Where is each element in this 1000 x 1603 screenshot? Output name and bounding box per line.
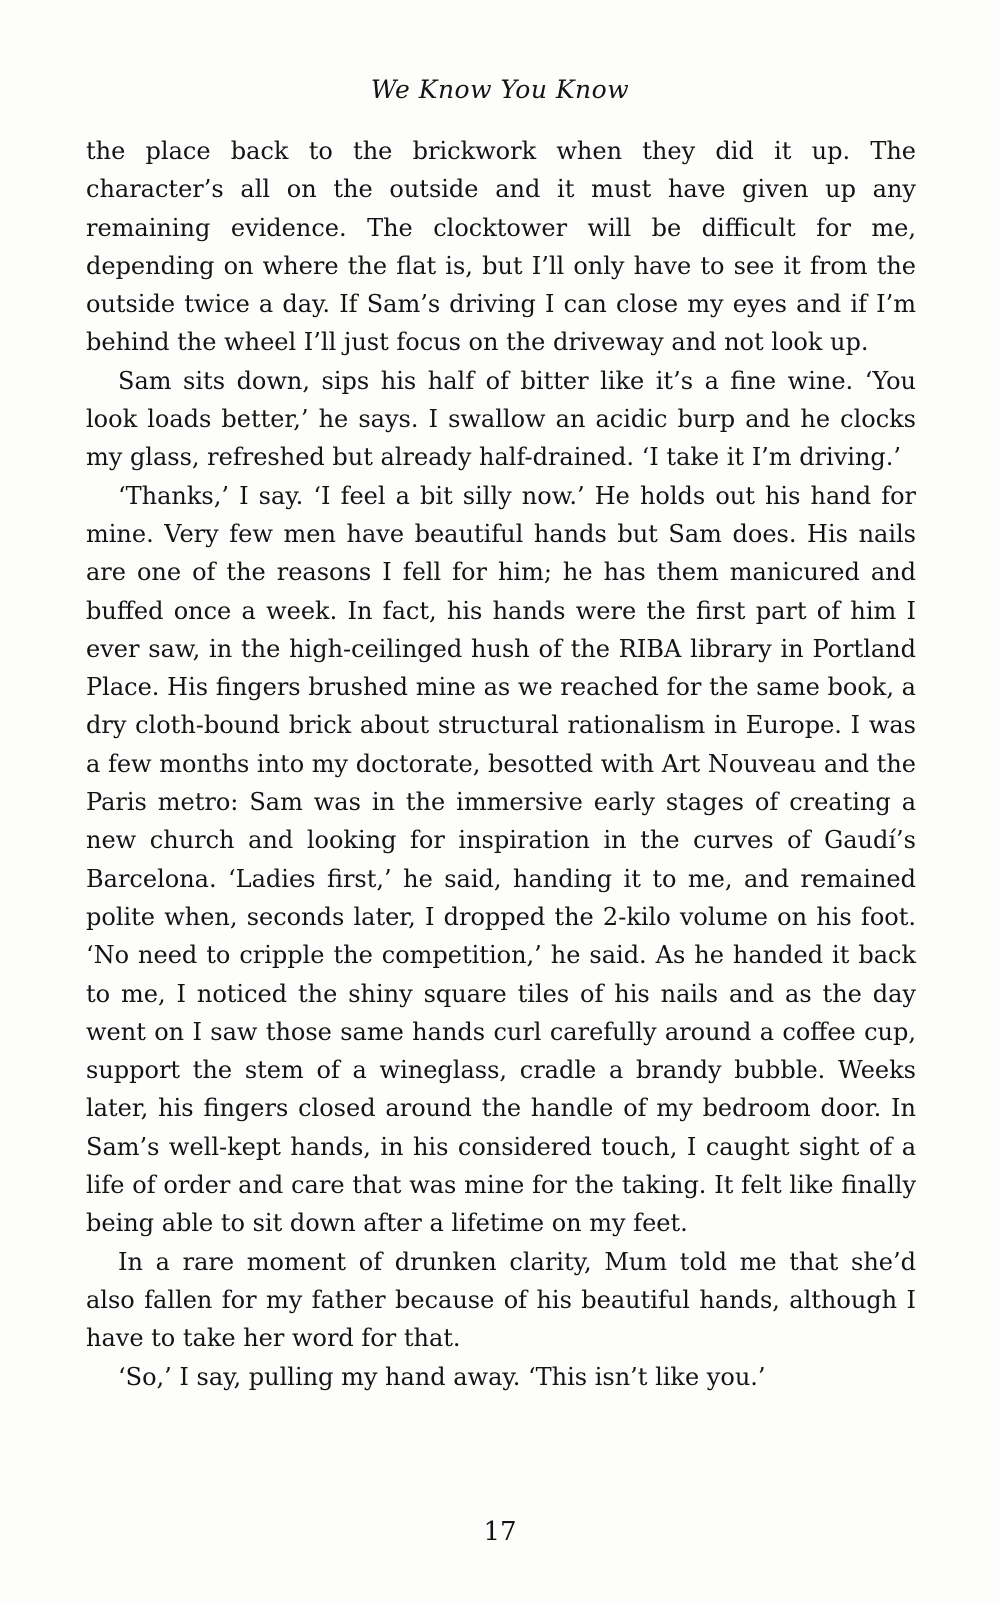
running-head: We Know You Know	[370, 75, 630, 104]
page-number: 17	[483, 1517, 517, 1547]
paragraph: ‘So,’ I say, pulling my hand away. ‘This isn’t like you.’	[118, 1362, 766, 1391]
body-text	[86, 132, 916, 1396]
paragraph: the place back to the brickwork when they did it up. The character’s all on the outside and it must have given up any remaining evidence. The clocktower will be difficult for me, depending on where the flat is, but I’ll only have to see it from the outside twice a day. If Sam’s driving I can close my eyes and if I’m behind the wheel I’ll just focus on the driveway and not look up.	[86, 137, 916, 357]
paragraph: ‘Thanks,’ I say. ‘I feel a bit silly now.’ He holds out his hand for mine. Very few men have beautiful hands but Sam does. His nails are one of the reasons I fell for him; he has them manicured and buffed once a week. In fact, his hands were the first part of him I ever saw, in the high-ceilinged hush of the RIBA library in Portland Place. His fingers brushed mine as we reached for the same book, a dry cloth-bound brick about structural rationalism in Europe. I was a few months into my doctorate, besotted with Art Nouveau and the Paris metro: Sam was in the immersive early stages of creating a new church and looking for inspiration in the curves of Gaudí’s Barcelona. ‘Ladies first,’ he said, handing it to me, and remained polite when, seconds later, I dropped the 2-kilo volume on his foot. ‘No need to cripple the competition,’ he said. As he handed it back to me, I noticed the shiny square tiles of his nails and as the day went on I saw those same hands curl carefully around a coffee cup, support the stem of a wineglass, cradle a brandy bubble. Weeks later, his fingers closed around the handle of my bedroom door. In Sam’s well-kept hands, in his considered touch, I caught sight of a life of order and care that was mine for the taking. It felt like finally being able to sit down after a lifetime on my feet.	[86, 481, 916, 1238]
paragraph: In a rare moment of drunken clarity, Mum told me that she’d also fallen for my father because of his beautiful hands, although I have to take her word for that.	[86, 1247, 916, 1353]
paragraph: Sam sits down, sips his half of bitter like it’s a fine wine. ‘You look loads better,’ he says. I swallow an acidic burp and he clocks my glass, refreshed but already half-drained. ‘I take it I’m driving.’	[86, 366, 916, 472]
